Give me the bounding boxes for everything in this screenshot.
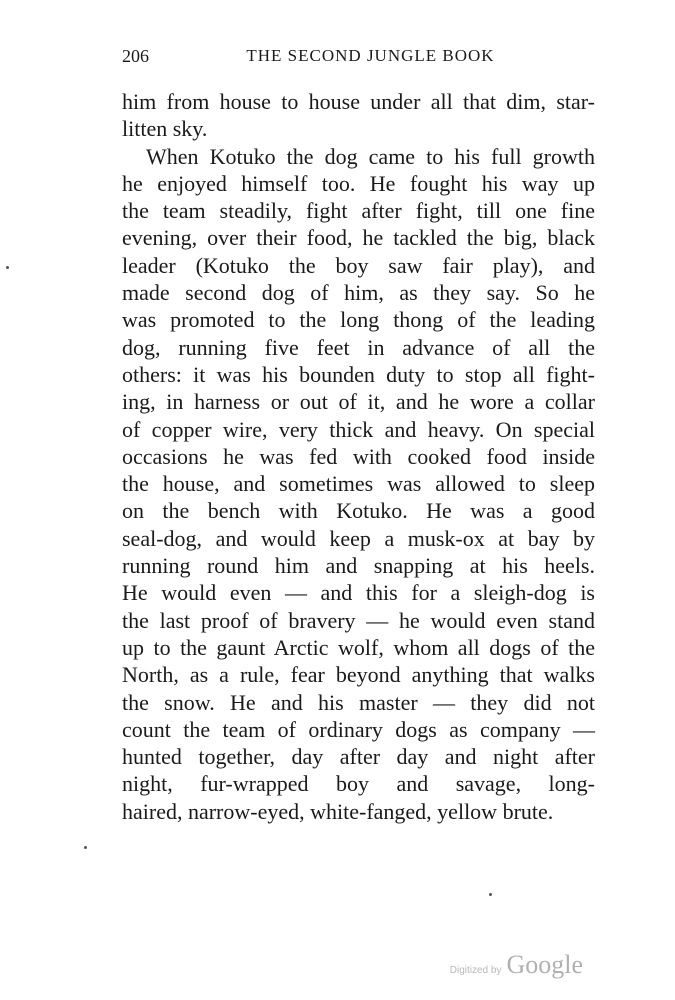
text-line: the team steadily, fight after fight, till one fine: [122, 198, 595, 224]
text-line: him from house to house under all that dim, star-: [122, 89, 595, 114]
text-line: on the bench with Kotuko. He was a good: [122, 498, 595, 524]
text-line: occasions he was fed with cooked food inside: [122, 443, 595, 469]
scan-speck: [6, 266, 9, 269]
text-line: the last proof of bravery — he would even stand: [122, 607, 595, 633]
text-line: North, as a rule, fear beyond anything that walks: [122, 662, 595, 688]
google-logo: Google: [506, 950, 583, 979]
scan-speck: [84, 846, 87, 849]
text-line: When Kotuko the dog came to his full growth: [146, 143, 595, 169]
text-line: leader (Kotuko the boy saw fair play), and: [122, 252, 595, 278]
text-line: running round him and snapping at his heels.: [122, 553, 595, 579]
text-line: haired, narrow-eyed, white-fanged, yellow brute.: [122, 798, 554, 824]
text-line: ing, in harness or out of it, and he wore a collar: [122, 389, 595, 415]
text-line: evening, over their food, he tackled the big, black: [122, 225, 595, 251]
text-line: made second dog of him, as they say. So he: [122, 280, 595, 306]
text-line: of copper wire, very thick and heavy. On special: [122, 416, 595, 442]
text-line: he enjoyed himself too. He fought his way up: [122, 170, 595, 196]
watermark-prefix: Digitized by: [449, 965, 502, 976]
text-line: was promoted to the long thong of the leading: [122, 307, 595, 333]
body-text: [122, 88, 595, 825]
text-line: dog, running five feet in advance of all the: [122, 334, 595, 360]
running-head: THE SECOND JUNGLE BOOK: [246, 46, 495, 65]
text-line: litten sky.: [122, 116, 208, 142]
text-line: the house, and sometimes was allowed to sleep: [122, 471, 595, 497]
scan-speck: [489, 893, 492, 896]
text-line: the snow. He and his master — they did not: [122, 689, 595, 715]
text-line: hunted together, day after day and night after: [122, 744, 595, 770]
text-line: seal-dog, and would keep a musk-ox at bay by: [122, 525, 595, 551]
digitized-by-google-watermark: [450, 950, 583, 990]
page-number: 206: [122, 46, 149, 66]
page-header: [122, 46, 595, 70]
text-line: up to the gaunt Arctic wolf, whom all dogs of the: [122, 634, 595, 660]
text-line: He would even — and this for a sleigh-dog is: [122, 580, 595, 606]
text-line: count the team of ordinary dogs as company —: [122, 716, 595, 742]
text-line: others: it was his bounden duty to stop all fight-: [122, 361, 595, 387]
text-line: night, fur-wrapped boy and savage, long-: [122, 771, 595, 797]
